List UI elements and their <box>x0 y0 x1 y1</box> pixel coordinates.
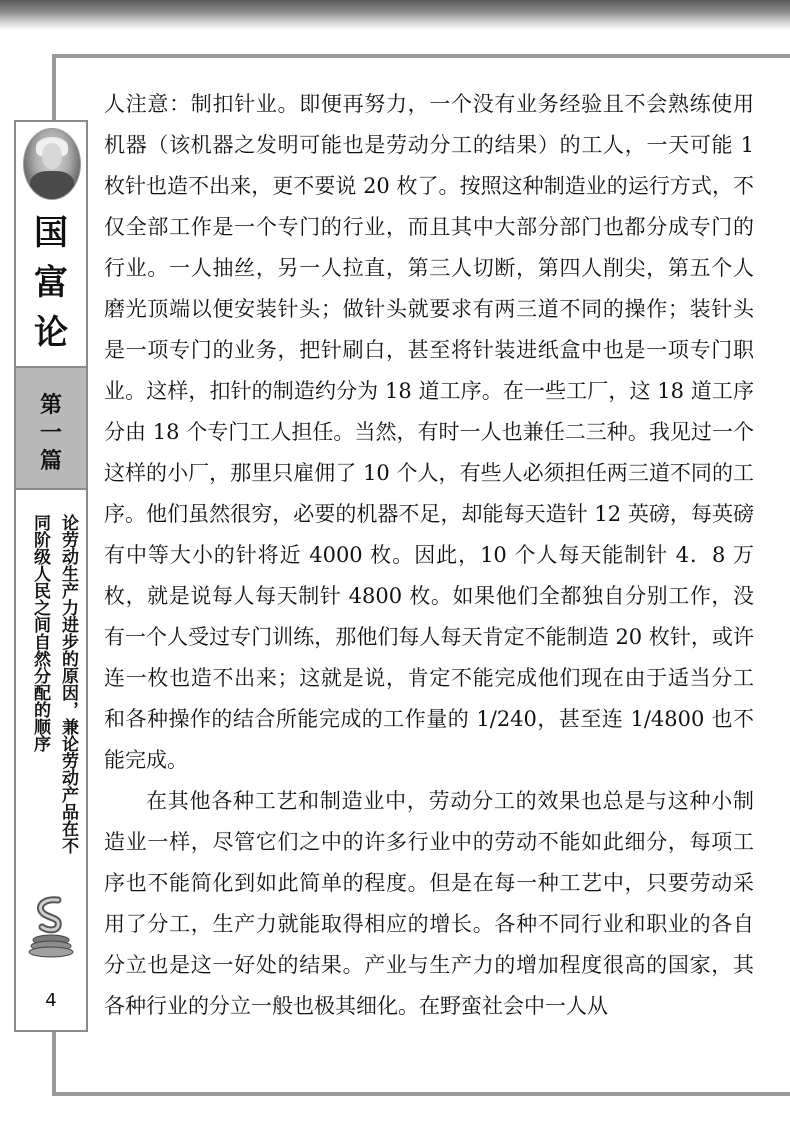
page-frame-bottom <box>52 1092 790 1096</box>
body-text <box>104 84 754 1027</box>
page-number: 4 <box>45 990 57 1011</box>
paragraph: 人注意：制扣针业。即便再努力，一个没有业务经验且不会熟练使用机器（该机器之发明可能也是劳动分工的结果）的工人，一天可能 1 枚针也造不出来，更不要说 20 枚了。按照这种制造业的运行方式，不仅全部工作是一个专门的行业，而且其中大部分部门也都分成专门的行业。一人抽丝，另一人拉直，第三人切断，第四人削尖，第五个人磨光顶端以便安装针头；做针头就要求有两三道不同的操作；装针头是一项专门的业务，把针刷白，甚至将针装进纸盒中也是一项专门职业。这样，扣针的制造约分为 18 道工序。在一些工厂，这 18 道工序分由 18 个专门工人担任。当然，有时一人也兼任二三种。我见过一个这样的小厂，那里只雇佣了 10 个人，有些人必须担任两三道不同的工序。他们虽然很穷，必要的机器不足，却能每天造针 12 英磅，每英磅有中等大小的针将近 4000 枚。因此，10 个人每天能制针 4．8 万枚，就是说每人每天制针 4800 枚。如果他们全都独自分别工作，没有一个人受过专门训练，那他们每人每天肯定不能制造 20 枚针，或许连一枚也造不出来；这就是说，肯定不能完成他们现在由于适当分工和各种操作的结合所能完成的工作量的 1/240，甚至连 1/4800 也不能完成。 <box>104 92 754 772</box>
book-title-char: 富 <box>34 263 68 303</box>
money-coins-icon <box>28 894 74 958</box>
part-label-char: 一 <box>39 421 62 446</box>
author-portrait-icon <box>23 128 81 200</box>
sidebar-panel <box>14 120 88 1032</box>
part-label-char: 第 <box>39 393 62 418</box>
paragraph: 在其他各种工艺和制造业中，劳动分工的效果也总是与这种小制造业一样，尽管它们之中的许多行业中的劳动不能如此细分，每项工序也不能简化到如此简单的程度。但是在每一种工艺中，只要劳动采用了分工，生产力就能取得相应的增长。各种不同行业和职业的各自分立也是这一好处的结果。产业与生产力的增加程度很高的国家，其各种行业的分立一般也极其细化。在野蛮社会中一人从 <box>104 789 754 1018</box>
book-title-char: 论 <box>34 313 68 353</box>
chapter-title: 论劳动生产力进步的原因，兼论劳动产品在不同阶级人民之间自然分配的顺序 <box>30 514 78 854</box>
page-frame-top <box>52 54 790 58</box>
part-label <box>16 392 86 476</box>
book-title <box>16 208 86 358</box>
book-title-char: 国 <box>34 213 68 253</box>
part-label-char: 篇 <box>39 449 62 474</box>
top-edge-shadow <box>0 0 790 30</box>
part-label-box <box>16 366 86 490</box>
